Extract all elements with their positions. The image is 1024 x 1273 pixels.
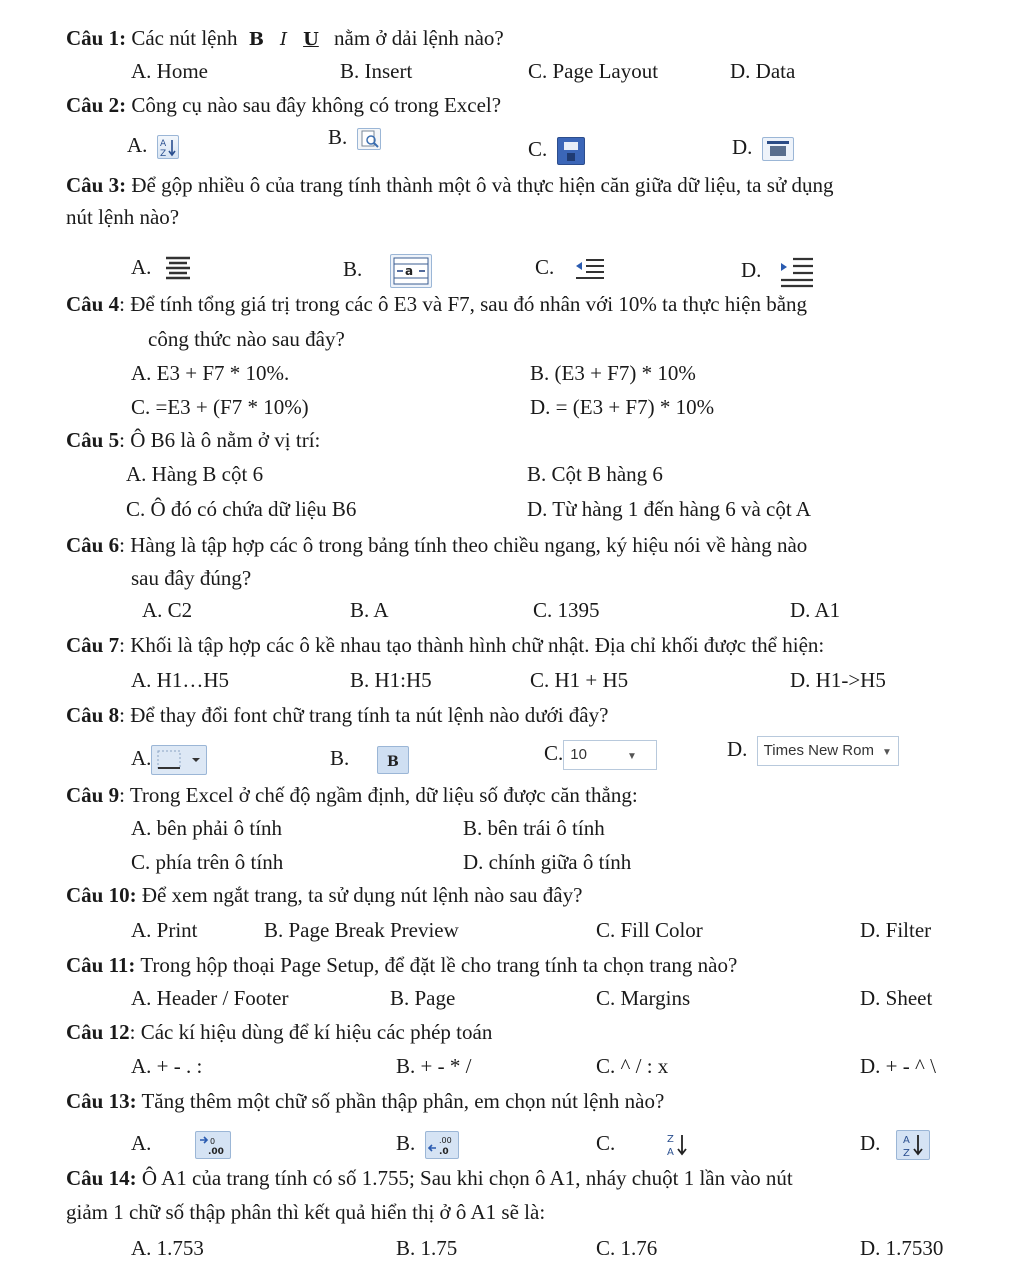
option-label: D.: [732, 135, 753, 159]
increase-decimal-icon: [195, 1131, 231, 1159]
option-b: [328, 124, 381, 150]
option-c: C. 1395: [533, 598, 600, 622]
question-6: [66, 532, 807, 558]
option-label: D.: [860, 1131, 881, 1155]
option-a: A. 1.753: [131, 1236, 204, 1260]
question-text: : Các kí hiệu dùng để kí hiệu các phép toán: [129, 1020, 493, 1044]
option-c: C. phía trên ô tính: [131, 850, 284, 874]
chevron-down-icon: ▼: [881, 747, 892, 759]
option-a: A. + - . :: [131, 1054, 203, 1078]
option-c: [528, 136, 585, 165]
option-d: D. chính giữa ô tính: [463, 850, 632, 874]
question-11: [66, 952, 737, 978]
question-number: Câu 6: [66, 533, 120, 557]
option-a: A. Print: [131, 918, 198, 942]
question-text: Trong hộp thoại Page Setup, để đặt lề cho trang tính ta chọn trang nào?: [140, 953, 738, 977]
option-a: A. bên phải ô tính: [131, 816, 283, 840]
svg-text:.00: .00: [207, 1147, 224, 1158]
option-a: [131, 745, 207, 775]
question-number: Câu 9: [66, 783, 120, 807]
option-a: [131, 254, 195, 284]
option-a: A. C2: [142, 598, 193, 622]
option-label: C.: [596, 1131, 616, 1155]
option-label: B.: [330, 746, 350, 770]
option-b: B. (E3 + F7) * 10%: [530, 361, 696, 385]
question-2: [66, 92, 501, 118]
option-b: B. A: [350, 598, 389, 622]
question-13: [66, 1088, 664, 1114]
option-label: C.: [544, 741, 564, 765]
option-c: C. Fill Color: [596, 918, 703, 942]
option-d: [741, 254, 817, 290]
svg-text:A: A: [666, 1147, 674, 1159]
question-number: Câu 7: [66, 633, 120, 657]
question-4: [66, 291, 807, 317]
question-number: Câu 11:: [66, 953, 136, 977]
option-label: D.: [727, 737, 748, 761]
option-c: C. Margins: [596, 986, 691, 1010]
question-5: [66, 427, 320, 453]
question-number: Câu 12: [66, 1020, 130, 1044]
svg-text:Z: Z: [666, 1134, 674, 1146]
question-text: : Để thay đổi font chữ trang tính ta nút lệnh nào dưới đây?: [119, 703, 609, 727]
option-a: A. Header / Footer: [131, 986, 289, 1010]
question-8: [66, 702, 608, 728]
increase-indent-icon: [777, 254, 817, 290]
question-text: Tăng thêm một chữ số phần thập phân, em chọn nút lệnh nào?: [141, 1089, 665, 1113]
font-name-value: Times New Rom: [763, 742, 874, 760]
underline-icon: U: [303, 29, 319, 50]
option-c: C. ^ / : x: [596, 1054, 669, 1078]
question-3-continued: nút lệnh nào?: [66, 205, 180, 229]
question-number: Câu 14:: [66, 1166, 137, 1190]
question-6-continued: sau đây đúng?: [131, 566, 252, 590]
merge-center-icon: [390, 254, 432, 288]
option-d: [732, 134, 794, 161]
option-d: D. = (E3 + F7) * 10%: [530, 395, 715, 419]
question-number: Câu 8: [66, 703, 120, 727]
option-c: [544, 740, 657, 770]
question-14-continued: giảm 1 chữ số thập phân thì kết quả hiển thị ở ô A1 sẽ là:: [66, 1200, 546, 1224]
option-d: [727, 736, 899, 766]
print-preview-icon: [357, 128, 381, 150]
option-label: C.: [535, 255, 555, 279]
question-12: [66, 1019, 492, 1045]
option-d: D. 1.7530: [860, 1236, 944, 1260]
svg-text:0: 0: [209, 1137, 215, 1147]
svg-text:A: A: [902, 1135, 910, 1147]
option-b: B. Page Break Preview: [264, 918, 459, 942]
option-d: D. Từ hàng 1 đến hàng 6 và cột A: [527, 497, 811, 521]
question-text: : Khối là tập hợp các ô kề nhau tạo thành hình chữ nhật. Địa chỉ khối được thể hiện:: [119, 633, 825, 657]
option-a: [127, 132, 179, 159]
option-c: [596, 1130, 691, 1159]
font-name-combo: [757, 736, 899, 766]
question-text: Để xem ngắt trang, ta sử dụng nút lệnh nào sau đây?: [141, 883, 583, 907]
option-a: A. Hàng B cột 6: [126, 462, 264, 486]
question-number: Câu 10:: [66, 883, 137, 907]
svg-text:.0: .0: [438, 1147, 449, 1158]
option-d: D. Data: [730, 59, 796, 83]
option-label: B.: [396, 1131, 416, 1155]
option-a: [131, 1130, 231, 1159]
question-number: Câu 5: [66, 428, 120, 452]
question-1: [66, 25, 504, 53]
font-size-value: 10: [570, 746, 587, 764]
question-number: Câu 4: [66, 292, 120, 316]
sort-az-icon: [157, 135, 179, 159]
option-b: B. H1:H5: [350, 668, 432, 692]
question-text-end: nằm ở dải lệnh nào?: [334, 26, 504, 50]
option-d: D. + - ^ \: [860, 1054, 936, 1078]
option-label: C.: [528, 137, 548, 161]
option-d: D. Sheet: [860, 986, 933, 1010]
save-icon: [557, 137, 585, 165]
question-10: [66, 882, 582, 908]
svg-text:a: a: [404, 264, 413, 278]
option-b: B. Cột B hàng 6: [527, 462, 663, 486]
question-text: : Ô B6 là ô nằm ở vị trí:: [119, 428, 321, 452]
option-b: [396, 1130, 459, 1159]
option-label: A.: [131, 1131, 152, 1155]
option-d: D. Filter: [860, 918, 932, 942]
option-d: D. A1: [790, 598, 841, 622]
option-b: B. + - * /: [396, 1054, 472, 1078]
decrease-indent-icon: [572, 254, 608, 284]
option-b: B. Insert: [340, 59, 413, 83]
svg-text:Z: Z: [902, 1148, 910, 1160]
question-9: [66, 782, 638, 808]
option-c: C. 1.76: [596, 1236, 658, 1260]
bold-icon: B: [248, 29, 264, 50]
option-c: C. =E3 + (F7 * 10%): [131, 395, 309, 419]
question-14: [66, 1165, 793, 1191]
bold-icon: [377, 746, 409, 774]
option-c: C. H1 + H5: [530, 668, 629, 692]
chevron-down-icon: ▼: [626, 751, 637, 763]
question-text: Để gộp nhiều ô của trang tính thành một ô và thực hiện căn giữa dữ liệu, ta sử dụng: [131, 173, 834, 197]
svg-text:B: B: [386, 754, 399, 771]
option-label: B.: [328, 125, 348, 149]
decrease-decimal-icon: [425, 1131, 459, 1159]
option-b: [343, 254, 432, 288]
option-b: [330, 745, 409, 774]
font-size-combo: [563, 740, 657, 770]
sort-az-icon: [896, 1130, 930, 1160]
option-a: A. H1…H5: [131, 668, 229, 692]
question-number: Câu 13:: [66, 1089, 137, 1113]
question-text: : Hàng là tập hợp các ô trong bảng tính theo chiều ngang, ký hiệu nói về hàng nào: [119, 533, 808, 557]
question-3: [66, 172, 834, 198]
question-text: Ô A1 của trang tính có số 1.755; Sau khi chọn ô A1, nháy chuột 1 lần vào nút: [141, 1166, 793, 1190]
question-number: Câu 3:: [66, 173, 127, 197]
svg-text:Z: Z: [159, 149, 166, 159]
option-b: B. bên trái ô tính: [463, 816, 605, 840]
question-text: Các nút lệnh: [131, 26, 238, 50]
option-c: [535, 254, 608, 284]
question-text: : Trong Excel ở chế độ ngầm định, dữ liệu số được căn thẳng:: [119, 783, 638, 807]
italic-icon: I: [279, 29, 288, 50]
border-dropdown-icon: [151, 745, 207, 775]
question-4-continued: công thức nào sau đây?: [148, 327, 345, 351]
align-center-icon: [161, 254, 195, 284]
question-text: Công cụ nào sau đây không có trong Excel?: [131, 93, 502, 117]
option-d: [860, 1130, 930, 1160]
option-a: A. Home: [131, 59, 208, 83]
question-number: Câu 2:: [66, 93, 127, 117]
option-b: B. Page: [390, 986, 456, 1010]
option-label: B.: [343, 256, 363, 281]
option-label: A.: [131, 746, 152, 770]
question-text: : Để tính tổng giá trị trong các ô E3 và F7, sau đó nhân với 10% ta thực hiện bằng: [119, 292, 808, 316]
question-7: [66, 632, 824, 658]
window-icon: [762, 137, 794, 161]
option-label: A.: [131, 255, 152, 279]
option-c: C. Ô đó có chứa dữ liệu B6: [126, 497, 357, 521]
option-label: A.: [127, 133, 148, 157]
option-label: D.: [741, 257, 762, 282]
option-b: B. 1.75: [396, 1236, 458, 1260]
sort-za-icon: [665, 1131, 691, 1159]
svg-text:A: A: [159, 139, 166, 150]
svg-text:.00: .00: [438, 1136, 452, 1146]
question-number: Câu 1:: [66, 26, 127, 50]
option-a: A. E3 + F7 * 10%.: [131, 361, 290, 385]
option-d: D. H1->H5: [790, 668, 886, 692]
option-c: C. Page Layout: [528, 59, 659, 83]
